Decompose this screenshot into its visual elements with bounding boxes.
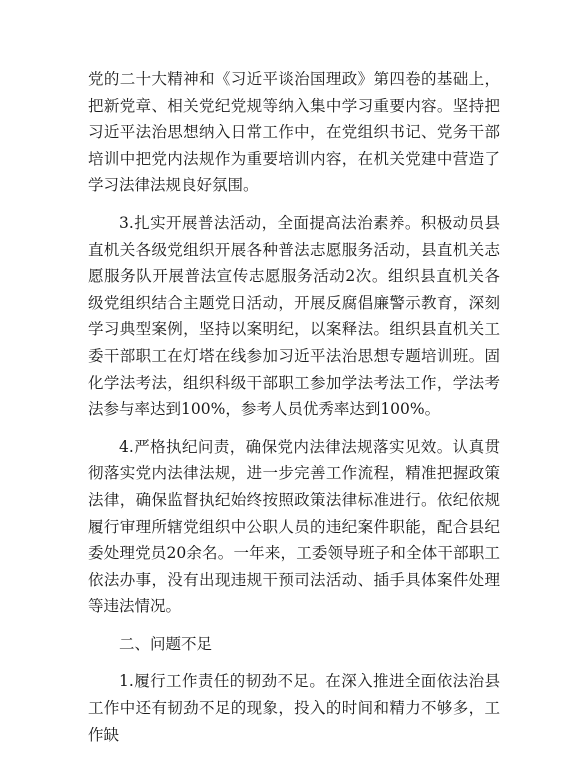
- paragraph-discipline-accountability: 4.严格执纪问责，确保党内法律法规落实见效。认真贯彻落实党内法律法规，进一步完善工作流程，精准把握政策法律，确保监督执纪始终按照政策法律标准进行。依纪依规履行审理所辖党组织中公职人员的违纪案件职能，配合县纪委处理党员20余名。一年来，工委领导班子和全体干部职工依法办事，没有出现违规干预司法活动、插手具体案件处理等违法情况。: [88, 437, 500, 616]
- paragraph-gap: [88, 423, 500, 434]
- paragraph-responsibility-shortfall: 1.履行工作责任的韧劲不足。在深入推进全面依法治县工作中还有韧劲不足的现象，投入的时间和精力不够多，工作缺: [88, 672, 500, 744]
- paragraph-gap: [88, 199, 500, 210]
- paragraph-law-popularization: 3.扎实开展普法活动，全面提高法治素养。积极动员县直机关各级党组织开展各种普法志愿服务活动，县直机关志愿服务队开展普法宣传志愿服务活动2次。组织县直机关各级党组织结合主题党日活动，开展反腐倡廉警示教育，深刻学习典型案例，坚持以案明纪，以案释法。组织县直机关工委干部职工在灯塔在线参加习近平法治思想专题培训班。固化学法考法，组织科级干部职工参加学法考法工作，学法考法参与率达到100%，参考人员优秀率达到100%。: [88, 213, 500, 419]
- document-body: [88, 66, 500, 748]
- section-heading-problems: 二、问题不足: [119, 634, 213, 653]
- paragraph-study-content: 党的二十大精神和《习近平谈治国理政》第四卷的基础上，把新党章、相关党纪党规等纳入集中学习重要内容。坚持把习近平法治思想纳入日常工作中，在党组织书记、党务干部培训中把党内法规作为重要培训内容，在机关党建中营造了学习法律法规良好氛围。: [88, 70, 500, 195]
